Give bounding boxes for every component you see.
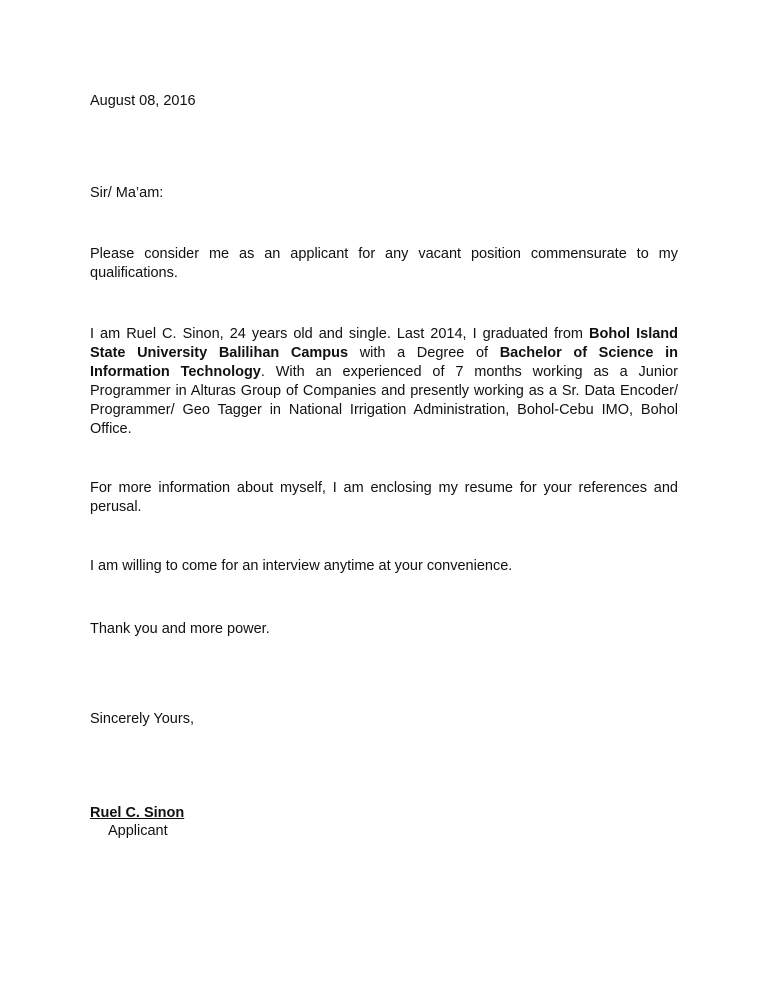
letter-date: August 08, 2016 [90,93,196,109]
paragraph-resume: For more information about myself, I am enclosing my resume for your references and perusal. [90,480,678,515]
paragraph-interview: I am willing to come for an interview anytime at your convenience. [90,558,513,574]
paragraph-background [90,325,678,439]
closing: Sincerely Yours, [90,711,194,727]
school-name: Bohol Island State University Balilihan Campus [90,326,679,361]
signer-title: Applicant [108,823,168,839]
signer-name: Ruel C. Sinon [90,805,185,821]
background-text-1: I am Ruel C. Sinon, 24 years old and single. Last 2014, I graduated from [90,326,590,342]
salutation: Sir/ Ma’am: [90,185,164,201]
paragraph-thanks: Thank you and more power. [90,621,270,637]
background-text-3: . With an experienced of 7 months working as a Junior Programmer in Alturas Group of Companies and presently working as a Sr. Data Encoder/ Programmer/ Geo Tagger in National Irrigation Administration, Bohol-Cebu IMO, Bohol Office. [90,364,678,437]
paragraph-application: Please consider me as an applicant for any vacant position commensurate to my qualifications. [90,246,678,281]
degree-name: Bachelor of Science in Information Technology [90,345,678,380]
background-text-2: with a Degree of [348,345,500,361]
